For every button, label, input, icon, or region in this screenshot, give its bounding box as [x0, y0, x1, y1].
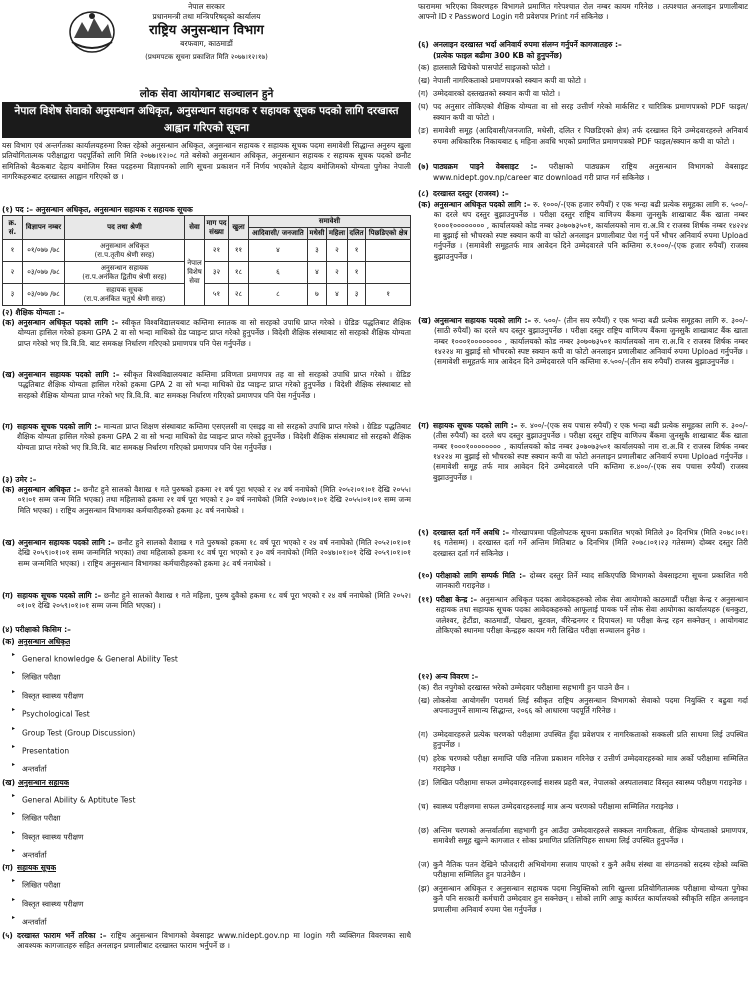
th-dalit: दलित — [347, 228, 366, 240]
cell-open: १८ — [229, 262, 249, 284]
bullet-icon: ▸ — [12, 791, 16, 799]
item-head: अनुसन्धान अधिकृत पदको लागि :– — [17, 318, 119, 327]
cell-madhesi: ४ — [307, 262, 326, 284]
item-text: लोकसेवा आयोगसँग परामर्श लिई स्वीकृत राष्ट्रिय अनुसन्धान विभागको सेवाको पदमा नियुक्ति र बढुवा गर्दा अपनाउनुपर्ने सामान्य सिद्धान्त, २०६६ को आधारमा पदपूर्ति गरिनेछ । — [433, 695, 748, 716]
cell-backward — [366, 240, 411, 262]
post-grade: (रा.प.अनंकित द्वितीय श्रेणी सरह) — [82, 272, 167, 281]
item-text: समावेशी समूह (आदिवासी/जनजाति, मधेसी, दलित र पिछडिएको क्षेत्र) तर्फ दरखास्त दिने उम्मेदवारहरुले अनिवार्य रुपमा अधिकारिक निकायबाट ६ महिना अवधि भएको प्रमाणित प्रमाणपत्रको PDF फाइल/स्क्यान कपी वा फोटो । — [433, 126, 748, 146]
exam-name: Presentation — [22, 746, 70, 756]
item-text: उम्मेदवारहरुले प्रत्येक चरणको परीक्षामा उपस्थित हुँदा प्रवेशपत्र र नागरिकताको सक्कली प्रति साथमा लिई उपस्थित हुनुपर्नेछ । — [433, 729, 748, 750]
th-adivasi: आदिवासी/ जनजाति — [249, 228, 308, 240]
cell-mahila: २ — [327, 240, 348, 262]
cell-post — [65, 240, 185, 262]
list-item — [2, 826, 411, 844]
bullet-icon: ▸ — [12, 828, 16, 836]
item-number: (झ) — [418, 883, 430, 893]
exam-name: लिखित परीक्षा — [22, 673, 61, 683]
cell-sn: १ — [3, 240, 23, 262]
cell-dalit: १ — [347, 240, 366, 262]
item-number: (ज) — [418, 859, 430, 869]
vacancy-table — [2, 215, 411, 306]
cell-adv: ०१/०७७ /७८ — [23, 240, 65, 262]
bullet-icon: ▸ — [12, 743, 16, 751]
item-text: स्वीकृत विश्वविद्यालयबाट कम्तिमा स्नातक वा सो सरहको उपाधि प्राप्त गरेको । ग्रेडिङ पद्धतिबाट शैक्षिक योग्यता हासिल गरेको हकमा GPA 2 वा सो भन्दा माथिको ग्रेड प्वाइन्ट प्राप्त गरेको हुनुपर्नेछ । विदेशी शैक्षिक संस्थाबाट सो सरहको शैक्षिक योग्यता प्राप्त गरेको भए त्रि.वि.वि. बाट समकक्ष निर्धारण गरिएको प्रमाणपत्र पनि पेस गर्नुपर्नेछ । — [17, 318, 411, 348]
sec3-title: (३) उमेर :– — [2, 475, 37, 484]
sec12-item — [418, 683, 748, 696]
list-item — [2, 740, 411, 758]
item-text: अनुसन्धान अधिकृत र अनुसन्धान सहायक पदमा नियुक्तिको लागि खुल्ला प्रतियोगितात्मक परीक्षामा योग्यता पुगेका कुनै पनि सरकारी कर्मचारी उम्मेदवार हुन सक्नेछन् । सोको लागि आफू कार्यरत कार्यालयको स्वीकृति सहित अनलाइन प्रणालीमा अनिवार्य रुपमा पेस गर्नुपर्नेछ । — [433, 883, 748, 914]
th-mahila: महिला — [327, 228, 348, 240]
group-number: (ग) — [2, 863, 14, 873]
cell-adivasi: ८ — [249, 284, 308, 306]
item-number: (६) — [418, 40, 429, 49]
item-text: कुनै नैतिक पतन देखिने फौजदारी अभियोगमा सजाय पाएको र कुनै अवैध संस्था वा संगठनको सदस्य रहेको व्यक्ति परीक्षामा सम्मिलित हुन पाउनेछैन । — [433, 859, 748, 880]
cell-post — [65, 262, 185, 284]
cell-backward: १ — [366, 284, 411, 306]
list-item — [2, 648, 411, 666]
cell-open: २८ — [229, 284, 249, 306]
cell-mahila: २ — [327, 262, 348, 284]
list-item — [2, 722, 411, 740]
item-text: रीत नपुगेको दरखास्त भरेको उम्मेदवार परीक्षामा सहभागी हुन पाउने छैन । — [433, 682, 630, 692]
sec1-title: (१) पद :– अनुसन्धान अधिकृत, अनुसन्धान सहायक र सहायक सूचक — [2, 205, 193, 214]
item-number: (७) — [418, 162, 429, 172]
item-number: (८) — [418, 189, 429, 199]
exam-name: Psychological Test — [22, 709, 90, 719]
header-publish-date: (प्रथमपटक सूचना प्रकाशित मिति २०७७।१२।१७) — [145, 53, 268, 61]
sec10-block — [418, 571, 748, 595]
exam-name: विस्तृत स्वास्थ्य परीक्षण — [22, 832, 84, 842]
sec11-block — [418, 595, 748, 669]
sec8-title-row — [418, 189, 748, 199]
exam-name: अन्तर्वार्ता — [22, 765, 47, 775]
item-number: (ग) — [418, 420, 430, 430]
sec8-item — [418, 421, 748, 526]
sec2-item — [2, 422, 411, 474]
exam-group — [2, 636, 411, 777]
intro-paragraph: यस विभाग एवं अन्तर्गतका कार्यालयहरुमा रिक्त रहेको अनुसन्धान अधिकृत, अनुसन्धान सहायक र सहायक सूचक पदमा समावेशी सिद्धान्त अनुरुप खुला प्रतियोगितात्मक परीक्षाद्वारा पदपूर्तिको लागि मिति २०७७।१२।०८ गते बसेको अनुसन्धान अधिकृत, अनुसन्धान सहायक र सहायक सूचक पदको छनौट समितिको बैठकबाट देहाय बमोजिम रिक्त पदहरुमा विज्ञापनको लागि सूचना प्रकाशन गर्ने निर्णय भएकोले देहाय बमोजिमको योग्यता पुगेका नेपाली नागरिकहरुबाट दरखास्त आह्वान गरिएको छ । — [2, 141, 411, 182]
item-number: (क) — [418, 682, 430, 692]
item-number: (छ) — [418, 825, 430, 835]
th-inclusive: समावेशी — [249, 216, 411, 228]
item-text: राष्ट्रिय अनुसन्धान विभागको वेबसाइट www.nidept.gov.np मा login गरी व्यक्तिगत विवरणका साथै आवश्यक कागजातहरु सहित अनलाइन प्रणालीबाट दरखास्त फाराम भर्नुपर्ने छ । — [17, 930, 411, 951]
cell-sn: २ — [3, 262, 23, 284]
header-govt: नेपाल सरकार — [188, 2, 225, 11]
document-header — [2, 2, 411, 86]
item-number: (ग) — [2, 591, 14, 600]
right-column — [418, 2, 748, 1004]
item-text: पद अनुसार तोकिएको शैक्षिक योग्यता वा सो सरह उत्तीर्ण गरेको मार्कसिट र चारित्रिक प्रमाणपत्रको PDF फाइल/स्क्यान कपी वा फोटो । — [433, 102, 748, 122]
sec6-item — [418, 126, 748, 160]
th-madhesi: मधेसी — [307, 228, 326, 240]
item-head: अनुसन्धान सहायक पदको लागि :– — [18, 538, 115, 547]
item-head: सहायक सूचक पदको लागि :– — [17, 422, 102, 431]
item-head: परीक्षाको लागि सम्पर्क मिति :– — [435, 570, 526, 580]
sec8-item — [418, 200, 748, 316]
item-number: (९) — [418, 527, 429, 537]
sec12-item — [418, 696, 748, 730]
sec7-block — [418, 162, 748, 186]
item-text: परीक्षाको पाठ्यक्रम राष्ट्रिय अनुसन्धान विभागको वेबसाइट www.nidept.gov.np/career बाट download गरी प्राप्त गर्न सकिनेछ । — [433, 162, 748, 182]
sec5-continued: फाराममा भरिएका विवरणहरु विभागले प्रमाणित गरेपश्चात रोल नम्बर कायम गरिनेछ । तत्पश्चात अनलाइन प्रणालीबाट आफ्नो ID र Password Login गरी प्रवेशपत्र Print गर्न सकिनेछ । — [418, 2, 748, 22]
exam-name: विस्तृत स्वास्थ्य परीक्षण — [22, 899, 84, 909]
th-open: खुला — [229, 216, 249, 240]
post-name: सहायक सूचक — [106, 285, 143, 294]
exam-name: विस्तृत स्वास्थ्य परीक्षण — [22, 691, 84, 701]
item-text: लिखित परीक्षामा सफल उम्मेदवारहरुलाई सशस्त्र प्रहरी बल, नेपालको अस्पतालबाट विस्तृत स्वास्थ्य परीक्षण गराइनेछ । — [433, 777, 747, 787]
item-text: हरेक चरणको परीक्षा समाप्ति पछि नतिजा प्रकाशन गरिनेछ र उत्तीर्ण उम्मेदवारहरुको मात्र अर्को परीक्षामा सम्मिलित गराइनेछ । — [433, 753, 748, 774]
bullet-icon: ▸ — [12, 706, 16, 714]
sec6-item — [418, 102, 748, 126]
nepal-emblem-icon — [64, 8, 120, 56]
cell-madhesi: ३ — [307, 240, 326, 262]
cell-adivasi: ६ — [249, 262, 308, 284]
item-number: (क) — [418, 199, 431, 209]
th-adv: विज्ञापन नम्बर — [23, 216, 65, 240]
exam-group — [2, 862, 411, 929]
post-grade: (रा.प.तृतीय श्रेणी सरह) — [94, 250, 155, 259]
cell-demand: ३२ — [205, 262, 229, 284]
left-column — [2, 2, 411, 1004]
list-item — [2, 685, 411, 703]
cell-adv: ०३/०७७ /७८ — [23, 284, 65, 306]
sec12-item — [418, 884, 748, 918]
group-head: अनुसन्धान सहायक — [18, 777, 70, 787]
item-head: अनुसन्धान अधिकृत :– — [17, 485, 81, 494]
item-text: नेपाली नागरिकताको प्रमाणपत्रको स्क्यान कपी वा फोटो । — [433, 76, 587, 86]
th-backward: पिछडिएको क्षेत्र — [366, 228, 411, 240]
table-row — [3, 240, 411, 262]
sec12-item — [418, 754, 748, 778]
bullet-icon: ▸ — [12, 914, 16, 922]
item-number: (५) — [2, 930, 13, 940]
item-number: (क) — [418, 63, 430, 73]
exam-name: General knowledge & General Ability Test — [22, 654, 178, 664]
list-item — [2, 893, 411, 911]
bullet-icon: ▸ — [12, 895, 16, 903]
sec12-item — [418, 778, 748, 802]
group-head: अनुसन्धान अधिकृत — [17, 637, 71, 646]
exam-name: लिखित परीक्षा — [22, 881, 61, 891]
item-number: (ङ) — [418, 126, 429, 136]
group-head: सहायक सूचक — [17, 863, 57, 873]
sec3-item — [2, 485, 411, 538]
item-text: रु. १०००/-(एक हजार रुपैयाँ) र एक भन्दा बढी प्रत्येक समूहका लागि रु. ५००/- का दरले थप दस्तुर बुझाउनुपर्नेछ । परीक्षा दस्तुर राष्ट्रिय वाणिज्य बैंकमा जुनसुकै शाखाबाट बैंक खाता नम्बर १०००१०००००००० , कार्यालयको कोड नम्बर ३०७०७३५०१, कार्यालयको नाम रा.अ.वि र राजस्व शिर्षक नम्बर १४२२४ मा बुझाई सो भौचरको स्पष्ट स्क्यान कपी वा फोटो अनलाइन प्रणालीबाट पेश गर्नु पर्ने भौचर अनिवार्य रुपमा Upload गर्नुपर्नेछ । (समावेशी समूहतर्फ मात्र आवेदन दिने उम्मेदवारले पनि कम्तिमा रु.१०००/-(एक हजार रुपैयाँ) राजस्व बुझाउनुपर्नेछ । — [433, 199, 748, 261]
item-number: (क) — [2, 318, 15, 327]
post-name: अनुसन्धान अधिकृत — [100, 241, 149, 250]
table-row — [3, 284, 411, 306]
sec12-item — [418, 860, 748, 884]
bullet-icon: ▸ — [12, 761, 16, 769]
sec6-item — [418, 63, 748, 76]
cell-dalit: ३ — [347, 284, 366, 306]
item-number: (ग) — [418, 729, 429, 739]
item-head: अनुसन्धान अधिकृत पदको लागि :– — [433, 199, 531, 209]
cell-service: नेपाल विशेष सेवा — [185, 240, 205, 306]
item-text: मान्यता प्राप्त शिक्षण संस्थाबाट कम्तिमा एसएलसी वा एसइइ वा सो सरहको उपाधि प्राप्त गरेको । ग्रेडिङ पद्धतिबाट शैक्षिक योग्यता हासिल गरेको हकमा GPA 2 वा सो भन्दा माथिको ग्रेड प्वाइन्ट प्राप्त गरेको हुनुपर्नेछ । विदेशी शैक्षिक संस्थाबाट सो सरहको शैक्षिक योग्यता प्राप्त गरेको भए त्रि.वि.वि. बाट समकक्ष निर्धारण गरिएको प्रमाणपत्र पनि पेस गर्नुपर्नेछ । — [17, 422, 411, 452]
item-text: गोरखापत्रमा पहिलोपटक सूचना प्रकाशित भएको मितिले ३० दिनभित्र (मिति २०७८।०१।१६ गतेसम्म) । दरखास्त दर्ता गर्ने अन्तिम मितिबाट ७ दिनभित्र (मिति २०७८।०१।२३ गतेसम्म) दोब्बर दस्तुर तिरी दरखास्त दर्ता गर्न सकिनेछ । — [433, 527, 748, 558]
sec9-block — [418, 528, 748, 571]
item-number: (ख) — [418, 315, 431, 325]
sec6-note: (प्रत्येक फाइल बढीमा 300 KB को हुनुपर्नेछ) — [433, 51, 563, 61]
sec12-title: (१२) अन्य विवरण :– — [418, 671, 479, 681]
item-number: (ख) — [2, 370, 15, 379]
item-head: सहायक सूचक पदको लागि :– — [433, 420, 518, 430]
item-head: परीक्षा केन्द्र :– — [435, 594, 478, 604]
list-item — [2, 666, 411, 684]
post-name: अनुसन्धान सहायक — [100, 263, 149, 272]
bullet-icon: ▸ — [12, 651, 16, 658]
item-number: (ग) — [418, 89, 429, 99]
sec2-item — [2, 318, 411, 370]
item-head: दरखास्त दर्ता गर्ने अवधि :– — [433, 527, 510, 537]
cell-adivasi: ४ — [249, 240, 308, 262]
sec2-item — [2, 370, 411, 422]
notice-title-banner: नेपाल विशेष सेवाको अनुसन्धान अधिकृत, अनुसन्धान सहायक र सहायक सूचक पदको लागि दरखास्त आह्वान गरिएको सूचना — [2, 102, 411, 138]
item-text: छनौट हुने सालको वैशाख १ गते पुरुषको हकमा १८ वर्ष पूरा भएको र २४ वर्ष ननाघेको (मिति २०५२।०१।०१ देखि २०५९।०१।०१ सम्म जन्ममिति भएका) तथा महिलाको हकमा १८ वर्ष पूरा भएको र ३० वर्ष ननाघेको (मिति २०४७।०१।०१ देखि २०५९।०१।०१ सम्म जन्ममिति भएका) । राष्ट्रिय अनुसन्धान विभागका कर्मचारीहरुको हकमा ३८ वर्ष ननाघेको । — [18, 538, 411, 568]
header-department: राष्ट्रिय अनुसन्धान विभाग — [149, 23, 264, 38]
list-item — [2, 911, 411, 929]
bullet-icon: ▸ — [12, 687, 16, 695]
item-text: स्वीकृत विश्वविद्यालयबाट कम्तिमा प्रविणता प्रमाणपत्र तह वा सो सरहको उपाधि प्राप्त गरेको । ग्रेडिङ पद्धतिबाट शैक्षिक योग्यता हासिल गरेको हकमा GPA 2 वा सो भन्दा माथिको ग्रेड प्वाइन्ट प्राप्त गरेको हुनुपर्नेछ । विदेशी शैक्षिक संस्थाबाट सो सरहको शैक्षिक योग्यता प्राप्त गरेको भए त्रि.वि.वि. बाट समकक्ष निर्धारण गरिएको प्रमाणपत्र पनि पेस गर्नुपर्नेछ । — [18, 370, 411, 400]
cell-madhesi: ७ — [307, 284, 326, 306]
item-number: (घ) — [418, 753, 429, 763]
exam-name: लिखित परीक्षा — [22, 813, 61, 823]
list-item — [2, 758, 411, 776]
item-head: दरखास्त फाराम भर्ने तरिका :– — [17, 930, 107, 940]
item-number: (घ) — [418, 102, 429, 112]
sec12-item — [418, 730, 748, 754]
item-text: स्वास्थ्य परीक्षणमा सफल उम्मेदवारहरुलाई मात्र अन्य चरणको परीक्षामा सम्मिलित गराइनेछ । — [433, 801, 679, 811]
item-head: अनुसन्धान सहायक पदको लागि :– — [434, 315, 532, 325]
item-number: (११) — [418, 594, 433, 604]
sec8-title: दरखास्त दस्तुर (राजस्व) :– — [433, 189, 509, 199]
item-number: (च) — [418, 801, 429, 811]
item-number: (क) — [2, 485, 15, 494]
list-item — [2, 789, 411, 807]
exam-group — [2, 777, 411, 863]
sec8-item — [418, 316, 748, 421]
th-demand: माग पद संख्या — [205, 216, 229, 240]
item-number: (ख) — [418, 695, 430, 705]
item-text: अनुसन्धान अधिकृत पदका आवेदकहरुको लोक सेवा आयोगको काठमाडौं परीक्षा केन्द्र र अनुसन्धान सहायक तथा सहायक सूचक पदका आवेदकहरुको आफूलाई पायक पर्ने लोक सेवा आयोगका कार्यालयहरु (धनकुटा, जलेश्वर, हेटौंडा, काठमाडौं, पोखरा, बुटवल, वीरेन्द्रनगर र दिपायल) मा परीक्षा केन्द्र रहन सक्नेछन् । आयोगबाट तोकिएको स्थानमा परीक्षा केन्द्रहरु कायम गरी लिखित परीक्षा सञ्चालन हुनेछ । — [435, 594, 748, 635]
notice-subtitle: लोक सेवा आयोगबाट सञ्चालन हुने — [139, 88, 274, 100]
item-text: छनौट हुने सालको वैशाख १ गते महिला, पुरुष दुवैको हकमा १८ वर्ष पूरा भएको र २४ वर्ष ननाघेको (मिति २०५२।०१।०१ देखि २०५९।०१।०१ सम्म जन्म मिति भएका) । — [17, 591, 411, 611]
sec6-title: अनलाइन दरखास्त भर्दा अनिवार्य रुपमा संलग्न गर्नुपर्ने कागजातहरु :– — [433, 40, 622, 49]
list-item — [2, 874, 411, 892]
bullet-icon: ▸ — [12, 847, 16, 855]
cell-adv: ०३/०७७ /७८ — [23, 262, 65, 284]
list-item — [2, 807, 411, 825]
exam-name: अन्तर्वार्ता — [22, 917, 47, 927]
bullet-icon: ▸ — [12, 724, 16, 732]
cell-dalit: १ — [347, 262, 366, 284]
bullet-icon: ▸ — [12, 877, 16, 885]
sec6-title-row — [418, 40, 748, 50]
item-number: (ख) — [2, 538, 15, 547]
sec12-item — [418, 826, 748, 860]
sec3-item — [2, 591, 411, 624]
bullet-icon: ▸ — [12, 810, 16, 818]
item-text: छनौट हुने सालको वैशाख १ गते पुरुषको हकमा २१ वर्ष पूरा भएको र २४ वर्ष ननाघेको (मिति २०५२।०१।०१ देखि २०५५।०१।०१ सम्म जन्म मिति भएका) तथा महिलाको हकमा २१ वर्ष पूरा भएको र ३० वर्ष ननाघेको (मिति २०४७।०१।०१ देखि २०५५।०१।०१ सम्म जन्म मिति भएका) । राष्ट्रिय अनुसन्धान विभागका कर्मचारीहरुको हकमा ३८ वर्ष ननाघेको । — [17, 485, 411, 515]
sec3-item — [2, 538, 411, 591]
item-text: रु. ४००/-(एक सय पचास रुपैयाँ) र एक भन्दा बढी प्रत्येक समूहका लागि रु. ३००/- (तीस रुपैयाँ) का दरले थप दस्तुर बुझाउनुपर्नेछ । परीक्षा दस्तुर राष्ट्रिय वाणिज्य बैंकमा जुनसुकै शाखाबाट बैंक खाता नम्बर १०००१०००००००० , कार्यालयको कोड नम्बर ३०७०७३५०१ कार्यालयको नाम रा.अ.वि र राजस्व शिर्षक नम्बर १४२२४ मा बुझाई सो भौचरको स्पष्ट स्क्यान कपी वा फोटो अनलाइन प्रणालीबाट अनिवार्य रुपमा Upload गर्नुपर्नेछ । (समावेशी समूह तर्फ मात्र आवेदन दिने उम्मेदवारले पनि कम्तिमा रु.४००/-(एक सय पचास रुपैयाँ) राजस्व बुझाउनुपर्नेछ । — [433, 420, 748, 482]
cell-post — [65, 284, 185, 306]
header-address: बरफवाग, काठमाडौं — [180, 39, 233, 48]
cell-sn: ३ — [3, 284, 23, 306]
item-text: दोब्बर दस्तुर तिर्ने म्याद सकिएपछि विभागको वेबसाइटमा सूचना प्रकाशित गरी जानकारी गराइनेछ । — [435, 570, 748, 591]
sec12-item — [418, 802, 748, 826]
cell-backward — [366, 262, 411, 284]
header-office: प्रधानमन्त्री तथा मन्त्रिपरिषद्को कार्यालय — [152, 12, 261, 21]
post-grade: (रा.प.अनंकित चतुर्थ श्रेणी सरह) — [83, 294, 166, 303]
item-number: (ख) — [418, 76, 430, 86]
table-row — [3, 262, 411, 284]
sec6-item — [418, 89, 748, 102]
item-head: सहायक सूचक पदको लागि :– — [17, 591, 102, 600]
cell-open: ११ — [229, 240, 249, 262]
item-number: (ग) — [2, 422, 14, 431]
list-item — [2, 844, 411, 862]
group-number: (क) — [2, 637, 15, 646]
item-head: अनुसन्धान सहायक पदको लागि :– — [18, 370, 120, 379]
th-post: पद तथा श्रेणी — [65, 216, 185, 240]
cell-demand: ५१ — [205, 284, 229, 306]
item-number: (ङ) — [418, 777, 429, 787]
th-service: सेवा — [185, 216, 205, 240]
sec5-block — [2, 931, 411, 952]
exam-name: General Ability & Aptitute Test — [22, 795, 136, 805]
bullet-icon: ▸ — [12, 669, 16, 677]
group-number: (ख) — [2, 777, 15, 787]
cell-mahila: ४ — [327, 284, 348, 306]
item-text: रु. ५००/- (तीन सय रुपैयाँ) र एक भन्दा बढी प्रत्येक समूहका लागि रु. ३००/- (साठी रुपैयाँ) का दरले थप दस्तुर बुझाउनुपर्नेछ । परीक्षा दस्तुर राष्ट्रिय वाणिज्य बैंकमा जुनसुकै शाखाबाट बैंक खाता नम्बर १०००१०००००००० , कार्यालयको कोड नम्बर ३०७०७३५०१ कार्यालयको नाम रा.अ.वि र राजस्व शिर्षक नम्बर १४२२४ मा बुझाई सो भौचरको स्पष्ट स्क्यान कपी वा फोटो अनलाइन प्रणालीबाट अनिवार्य रुपमा Upload गर्नुपर्नेछ । (समावेशी समूहतर्फ मात्र आवेदन दिने उम्मेदवारले पनि कम्तिमा रु.५००/-(तीन सय रुपैयाँ) राजस्व बुझाउनुपर्नेछ । — [434, 315, 748, 367]
sec4-title: (४) परीक्षाको किसिम :– — [2, 625, 71, 634]
sec2-title: (२) शैक्षिक योग्यता :– — [2, 308, 65, 317]
item-number: (१०) — [418, 570, 433, 580]
item-head: पाठ्यक्रम पाइने वेबसाइट :– — [433, 162, 538, 172]
exam-name: अन्तर्वार्ता — [22, 850, 47, 860]
list-item — [2, 703, 411, 721]
sec6-item — [418, 76, 748, 89]
item-text: उम्मेदवारको दस्तखतको स्क्यान कपी वा फोटो । — [433, 89, 561, 99]
cell-demand: २१ — [205, 240, 229, 262]
th-sn: क्र. सं. — [3, 216, 23, 240]
item-text: हालसालै खिचेको पासपोर्ट साइजको फोटो । — [433, 63, 551, 73]
exam-name: Group Test (Group Discussion) — [22, 728, 136, 738]
item-text: अन्तिम चरणको अन्तर्वार्तामा सहभागी हुन आउँदा उम्मेदवारहरुले सक्कल नागरिकता, शैक्षिक योग्यताको प्रमाणपत्र, समावेशी समूह खुल्ने कागजात र सोका प्रमाणित प्रतिलिपिहरु साथमा लिई उपस्थित हुनुपर्नेछ । — [433, 825, 748, 846]
